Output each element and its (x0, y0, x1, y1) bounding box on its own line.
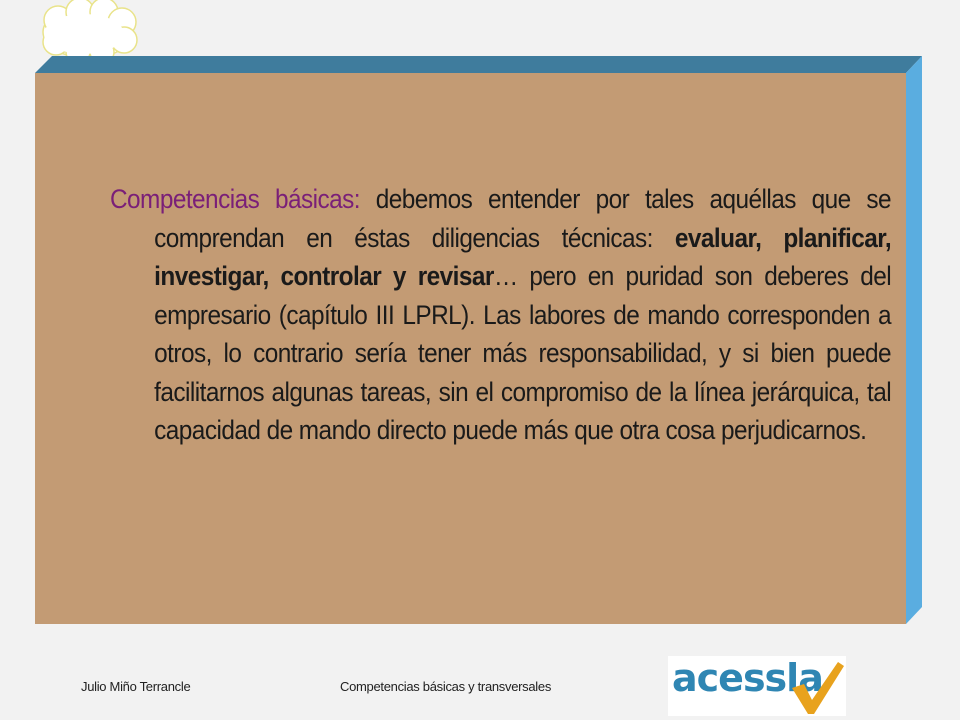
paragraph-lead: Competencias básicas: (110, 184, 361, 214)
body-paragraph (110, 180, 891, 450)
paragraph-text-2: … pero en puridad son deberes del empresario (capítulo III LPRL). Las labores de mando corresponden a otros, lo contrario sería tener más responsabilidad, y si bien puede facilitarnos algunas tareas, sin el compromiso de la línea jerárquica, tal capacidad de mando directo puede más que otra cosa perjudicarnos. (154, 261, 892, 445)
footer-author: Julio Miño Terrancle (81, 679, 191, 694)
paragraph-bold: evaluar, planificar, investigar, controlar y revisar (154, 222, 892, 291)
logo-text: acessla (672, 656, 823, 700)
paragraph-text-1: debemos entender por tales aquéllas que se comprendan en éstas diligencias técnicas: (154, 184, 892, 253)
checkmark-icon (788, 658, 846, 716)
footer-title: Competencias básicas y transversales (340, 679, 552, 694)
acessla-logo (668, 656, 846, 716)
